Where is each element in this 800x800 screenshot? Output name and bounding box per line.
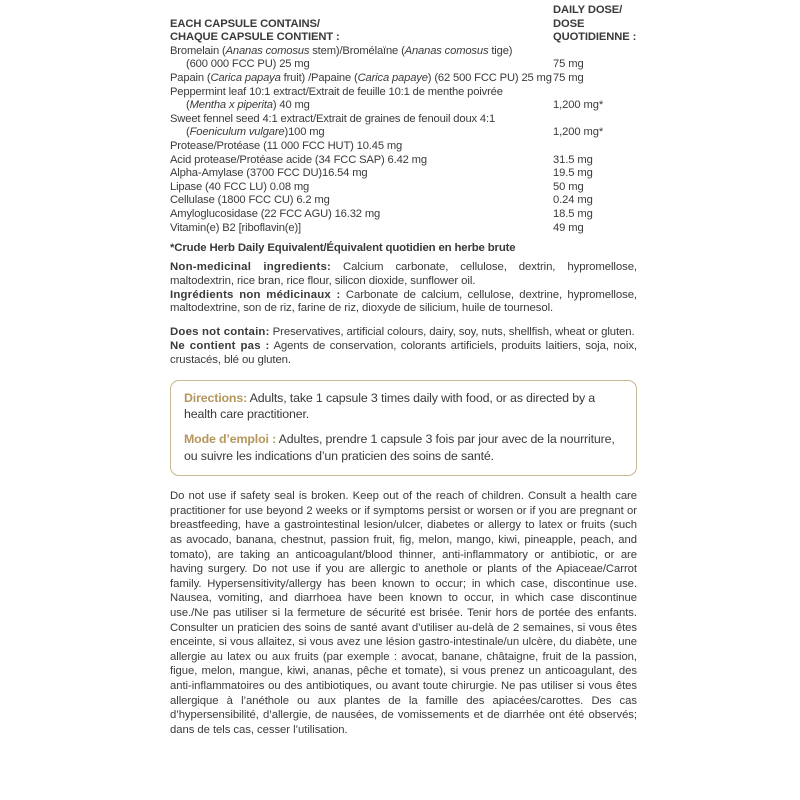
dose-value: 49 mg [553, 221, 584, 234]
latin-name-fr: Ananas comosus [404, 44, 489, 57]
does-not-contain-text-fr: Agents de conservation, colorants artificiels, produits laitiers, soja, noix, crustacés, blé ou gluten. [170, 340, 637, 366]
header-each-capsule-contains [170, 4, 553, 45]
directions-en [184, 390, 623, 423]
ingredient-name-alpha-amylase: Alpha-Amylase (3700 FCC DU)16.54 mg [170, 167, 368, 180]
table-row [170, 154, 637, 168]
ingredient-text-cont2: ) (62 500 FCC PU) 25 mg [427, 71, 552, 84]
table-row [170, 181, 637, 195]
ingredient-name-sweet-fennel [170, 113, 553, 140]
does-not-contain-label-fr: Ne contient pas : [170, 340, 270, 353]
table-row [170, 113, 637, 140]
latin-name-fr: Carica papaye [357, 71, 428, 84]
dose-value: 18.5 mg [553, 207, 593, 220]
header-line-fr: CHAQUE CAPSULE CONTIENT : [170, 31, 340, 44]
header-dose-line-en: DAILY DOSE/ [553, 4, 623, 16]
dose-value: 75 mg [553, 71, 584, 84]
ingredient-name-papain [170, 72, 553, 86]
dose-value: 1,200 mg* [553, 126, 604, 139]
ingredient-text-cont2: tige) [488, 44, 513, 57]
directions-text-fr: Adultes, prendre 1 capsule 3 fois par jour avec de la nourriture, ou suivre les indications d’un praticien des soins de santé. [184, 432, 615, 463]
ingredient-text: Peppermint leaf 10:1 extract/Extrait de feuille 10:1 de menthe poivrée [170, 85, 503, 98]
dose-value [553, 140, 637, 154]
dose-value: 75 mg [553, 58, 584, 71]
directions-fr [184, 431, 623, 464]
non-medicinal-label-fr: Ingrédients non médicinaux : [170, 288, 341, 301]
ingredient-name-cellulase: Cellulase (1800 FCC CU) 6.2 mg [170, 194, 330, 207]
paren-open: ( [186, 126, 190, 139]
directions-text-en: Adults, take 1 capsule 3 times daily with food, or as directed by a health care practitioner. [184, 390, 596, 422]
ingredients-body [170, 45, 637, 235]
table-row [170, 45, 637, 72]
ingredient-name-lipase: Lipase (40 FCC LU) 0.08 mg [170, 180, 310, 193]
does-not-contain-en [170, 326, 637, 340]
latin-name: Ananas comosus [225, 44, 310, 57]
ingredient-name-protease: Protease/Protéase (11 000 FCC HUT) 10.45 mg [170, 139, 403, 152]
non-medicinal-ingredients-en [170, 261, 637, 289]
table-row [170, 222, 637, 236]
ingredient-subline: (600 000 FCC PU) 25 mg [186, 58, 310, 71]
ingredient-text-cont: stem)/Bromélaïne ( [309, 44, 405, 57]
ingredient-name-peppermint [170, 86, 553, 113]
ingredient-text: Sweet fennel seed 4:1 extract/Extrait de graines de fenouil doux 4:1 [170, 112, 496, 125]
ingredient-text: Papain ( [170, 71, 211, 84]
does-not-contain-text-en: Preservatives, artificial colours, dairy, soy, nuts, shellfish, wheat or gluten. [269, 326, 635, 339]
table-row [170, 194, 637, 208]
table-row [170, 208, 637, 222]
ingredient-subline [170, 126, 553, 140]
latin-name: Foeniculum vulgare [189, 126, 285, 139]
latin-name: Carica papaya [210, 71, 281, 84]
dose-value: 19.5 mg [553, 167, 593, 180]
table-header-row [170, 4, 637, 45]
header-daily-dose [553, 4, 637, 45]
ingredient-name-bromelain [170, 45, 553, 72]
dose-value: 31.5 mg [553, 153, 593, 166]
directions-label-en: Directions: [184, 390, 248, 405]
ingredient-name-amyloglucosidase: Amyloglucosidase (22 FCC AGU) 16.32 mg [170, 207, 381, 220]
dose-value: 0.24 mg [553, 194, 593, 207]
ingredient-subline [170, 99, 553, 113]
directions-label-fr: Mode d’emploi : [184, 432, 277, 447]
ingredient-name-acid-protease: Acid protease/Protéase acide (34 FCC SAP) 6.42 mg [170, 153, 427, 166]
warnings-text: Do not use if safety seal is broken. Keep out of the reach of children. Consult a health care practitioner for use beyond 2 weeks or if symptoms persist or worsen or if you are pregnant or breastfeeding, have a gastrointestinal lesion/ulcer, diabetes or allergy to latex or fruits (such as avocado, banana, chestnut, passion fruit, fig, melon, mango, kiwi, pineapple, peach, and tomato), are taking an anticoagulant/blood thinner, anti-inflammatory or antibiotic, or are having surgery. Do not use if you are allergic to anethole or plants of the Apiaceae/Carrot family. Hypersensitivity/allergy has been known to occur; in which case, discontinue use. Nausea, vomiting, and diarrhoea have been known to occur, in which case discontinue use./Ne pas utiliser si la fermeture de sécurité est brisée. Tenir hors de portée des enfants. Consulter un praticien des soins de santé avant d’utiliser au-delà de 2 semaines, si vous êtes enceinte, si vous allaitez, si vous avez une lésion gastro-intestinale/un ulcère, du diabète, une allergie au latex ou aux fruits (par exemple : avocat, banane, châtaigne, fruit de la passion, figue, melon, mangue, kiwi, ananas, pêche et tomate), si vous prenez un anticoagulant, des anti-inflammatoires ou des antibiotiques, ou avant toute chirurgie. Ne pas utiliser si vous êtes allergique à l’anéthole ou aux plantes de la famille des apiacées/carottes. Des cas d’hypersensibilité, d’allergie, de nausées, de vomissements et de diarrhée ont été observés; dans de tels cas, cesser l’utilisation. [170, 490, 637, 736]
subline-amount: ) 40 mg [272, 99, 310, 112]
table-row [170, 140, 637, 154]
table-row [170, 167, 637, 181]
ingredient-text-cont: fruit) /Papaine ( [280, 71, 358, 84]
directions-box [170, 380, 637, 477]
non-medicinal-text-en: Calcium carbonate, cellulose, dextrin, hypromellose, maltodextrin, rice bran, rice flour, silicon dioxide, sunflower oil. [170, 261, 637, 287]
dose-value: 50 mg [553, 180, 584, 193]
ingredients-table [170, 4, 637, 235]
non-medicinal-text-fr: Carbonate de calcium, cellulose, dextrine, hypromellose, maltodextrine, son de riz, farine de riz, dioxyde de silicium, huile de tournesol. [170, 288, 637, 315]
does-not-contain-label-en: Does not contain: [170, 326, 270, 339]
paren-open: ( [186, 99, 190, 112]
subline-amount: )100 mg [284, 126, 325, 139]
table-row [170, 86, 637, 113]
crude-herb-footnote: *Crude Herb Daily Equivalent/Équivalent quotidien en herbe brute [170, 242, 516, 255]
non-medicinal-label-en: Non-medicinal ingredients: [170, 261, 331, 274]
dose-value: 1,200 mg* [553, 99, 604, 112]
latin-name: Mentha x piperita [189, 99, 273, 112]
ingredient-name-vitamin-b2: Vitamin(e) B2 [riboflavin(e)] [170, 221, 301, 234]
header-dose-line-fr: DOSE QUOTIDIENNE : [553, 17, 637, 44]
ingredient-text: Bromelain ( [170, 44, 226, 57]
header-line-en: EACH CAPSULE CONTAINS/ [170, 17, 320, 30]
non-medicinal-ingredients-fr [170, 289, 637, 317]
section-spacer [170, 316, 637, 326]
table-row [170, 72, 637, 86]
does-not-contain-fr [170, 340, 637, 368]
